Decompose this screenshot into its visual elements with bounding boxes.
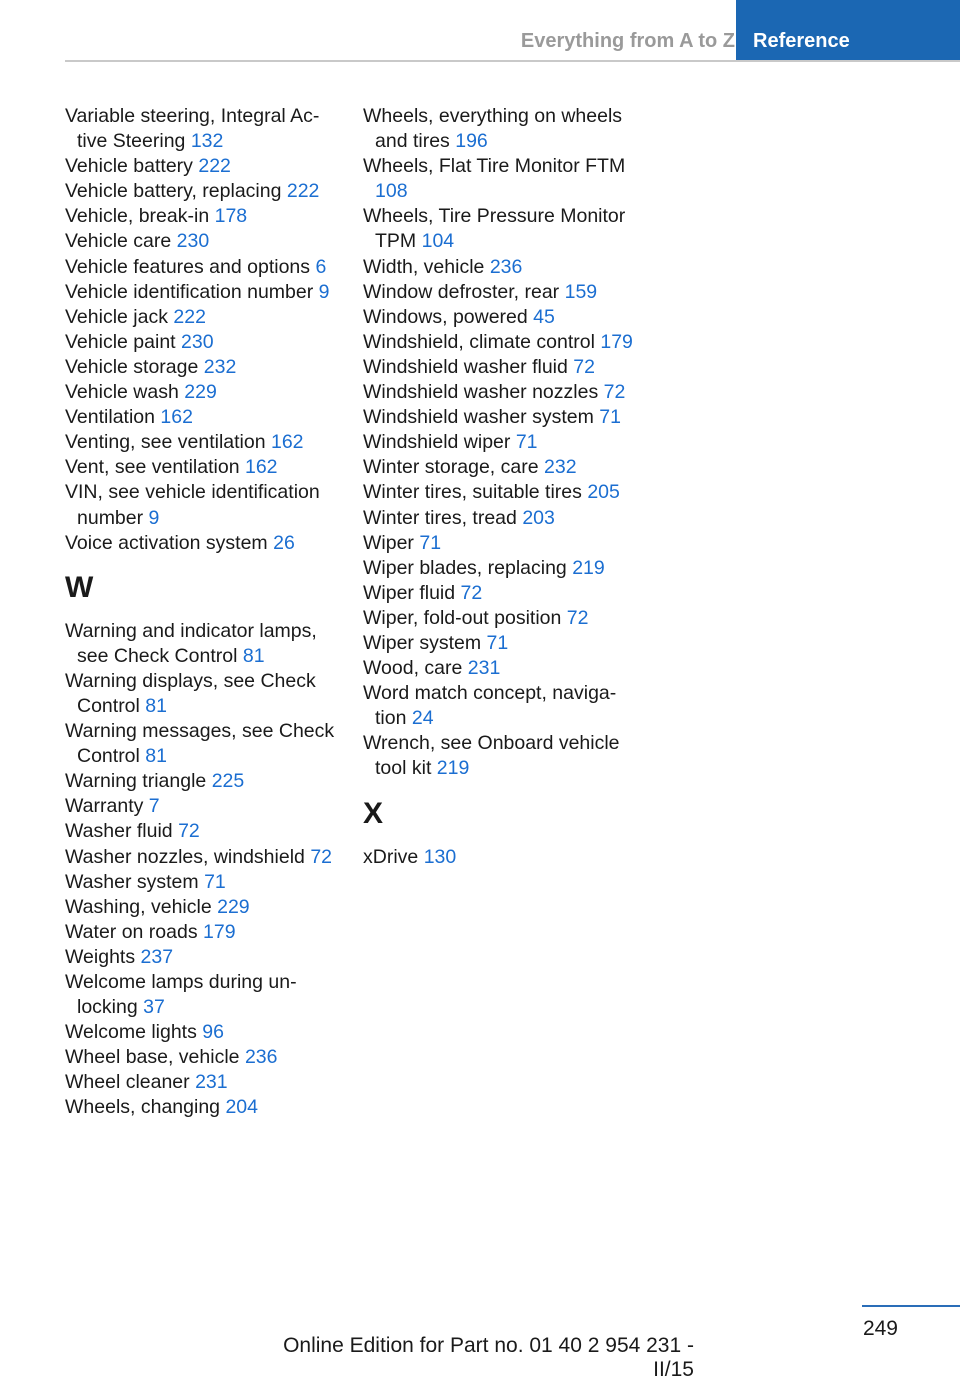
index-entry (65, 154, 340, 179)
index-term: Wheel cleaner (65, 1071, 190, 1094)
index-term: Voice activation system (65, 531, 268, 554)
page-reference-link[interactable]: 130 (423, 845, 457, 868)
page-reference-link[interactable]: 96 (202, 1021, 224, 1044)
index-term: Vehicle identification number (65, 280, 314, 303)
index-term: Windshield wiper (363, 431, 511, 454)
index-term: Window defroster, rear (363, 280, 560, 303)
index-term: Wiper (363, 531, 414, 554)
index-entry (65, 719, 340, 769)
index-entry (65, 229, 340, 254)
index-entry (65, 330, 340, 355)
page-reference-link[interactable]: 72 (566, 606, 589, 629)
index-entry (65, 455, 340, 480)
index-entry (65, 970, 340, 1020)
page-reference-link[interactable]: 232 (203, 355, 237, 378)
index-term: Wrench, see Onboard vehicle tool kit (363, 732, 620, 780)
index-entry (363, 480, 638, 505)
index-entry (363, 845, 638, 870)
index-term: Wiper, fold-out position (363, 606, 562, 629)
page-reference-link[interactable]: 26 (273, 531, 295, 554)
index-term: Welcome lamps during unlocking (65, 971, 297, 1019)
page-reference-link[interactable]: 232 (544, 456, 577, 479)
index-term: Weights (65, 945, 136, 968)
index-entry (363, 355, 638, 380)
index-term: VIN, see vehicle identification number (65, 481, 320, 529)
index-term: Winter tires, tread (363, 506, 517, 529)
index-term: Wheels, Flat Tire Monitor FTM (363, 155, 626, 178)
page-reference-link[interactable]: 45 (533, 305, 555, 328)
page-reference-link[interactable]: 178 (214, 205, 248, 228)
index-entry (363, 631, 638, 656)
page-reference-link[interactable]: 162 (270, 431, 304, 454)
index-entry (65, 305, 340, 330)
page-reference-link[interactable]: 159 (564, 280, 598, 303)
index-term: Windshield washer fluid (363, 355, 568, 378)
index-term: Vehicle, break-in (65, 205, 210, 228)
page-reference-link[interactable]: 71 (515, 431, 538, 454)
page-reference-link[interactable]: 205 (587, 481, 620, 504)
page-reference-link[interactable]: 219 (436, 757, 470, 780)
index-term: Wiper blades, replacing (363, 556, 567, 579)
index-term: Wheels, changing (65, 1096, 221, 1119)
page-reference-link[interactable]: 71 (204, 870, 226, 893)
index-entry (363, 280, 638, 305)
page-reference-link[interactable]: 72 (460, 581, 483, 604)
page-reference-link[interactable]: 219 (572, 556, 605, 579)
page-reference-link[interactable]: 179 (600, 330, 633, 353)
index-entry (65, 480, 340, 530)
index-term: Vent, see ventilation (65, 456, 240, 479)
page-reference-link[interactable]: 81 (145, 694, 167, 717)
index-entry (363, 330, 638, 355)
index-entry (65, 619, 340, 669)
index-term: Washer fluid (65, 820, 173, 843)
index-entry (363, 506, 638, 531)
page-reference-link[interactable]: 230 (176, 230, 210, 253)
page-reference-link[interactable]: 222 (198, 155, 231, 178)
page-reference-link[interactable]: 222 (173, 305, 206, 328)
index-entry (363, 656, 638, 681)
page-reference-link[interactable]: 9 (148, 506, 160, 529)
page-reference-link[interactable]: 230 (181, 330, 214, 353)
index-term: Windshield washer nozzles (363, 381, 599, 404)
page-reference-link[interactable]: 24 (411, 707, 434, 730)
index-entry (363, 255, 638, 280)
index-entry (65, 255, 340, 280)
page-reference-link[interactable]: 231 (467, 657, 501, 680)
index-entry (65, 845, 340, 870)
index-entry (363, 405, 638, 430)
index-term: Winter storage, care (363, 456, 539, 479)
index-entry (65, 380, 340, 405)
page-reference-link[interactable]: 81 (242, 644, 265, 667)
page-reference-link[interactable]: 6 (315, 255, 327, 278)
page-reference-link[interactable]: 225 (211, 770, 245, 793)
index-entry (65, 769, 340, 794)
index-term: Wheels, Tire Pressure Monitor TPM (363, 205, 626, 253)
index-term: Vehicle wash (65, 381, 179, 404)
index-term: Vehicle features and options (65, 255, 311, 278)
index-entry (65, 669, 340, 719)
page-reference-link[interactable]: 236 (489, 255, 523, 278)
index-entry (363, 606, 638, 631)
index-entry (65, 1070, 340, 1095)
index-column-left (65, 104, 340, 1121)
index-term: Welcome lights (65, 1021, 197, 1044)
index-term: Warning and indicator lamps, see Check Control (65, 619, 317, 667)
index-term: Warning messages, see Check Control (65, 720, 335, 768)
index-term: Wheels, everything on wheels and tires (363, 105, 623, 153)
index-term: Windshield washer system (363, 406, 594, 429)
page-reference-link[interactable]: 196 (455, 130, 488, 153)
index-entry (65, 179, 340, 204)
index-entry (65, 794, 340, 819)
page-reference-link[interactable]: 72 (310, 845, 333, 868)
index-term: Vehicle jack (65, 305, 168, 328)
index-term: Vehicle battery (65, 155, 193, 178)
section-title: Everything from A to Z (520, 30, 735, 52)
page-reference-link[interactable]: 81 (145, 745, 167, 768)
index-entry (363, 531, 638, 556)
index-term: Word match concept, navigation (363, 682, 617, 730)
page-reference-link[interactable]: 72 (603, 381, 626, 404)
index-entry (363, 556, 638, 581)
index-term: Winter tires, suitable tires (363, 481, 582, 504)
index-entry (65, 405, 340, 430)
index-entry (363, 581, 638, 606)
index-term: Water on roads (65, 920, 198, 943)
index-entry (65, 104, 340, 154)
index-letter-heading: W (65, 570, 94, 604)
index-entry (363, 104, 638, 154)
index-entry (363, 154, 638, 204)
index-term: Windows, powered (363, 305, 528, 328)
index-entry (363, 305, 638, 330)
index-term: Vehicle care (65, 230, 172, 253)
index-term: Warranty (65, 795, 144, 818)
index-term: Warning triangle (65, 770, 207, 793)
index-entry (65, 1045, 340, 1070)
page-reference-link[interactable]: 71 (486, 631, 509, 654)
reference-tab[interactable]: Reference (736, 0, 960, 62)
index-term: Wheel base, vehicle (65, 1046, 240, 1069)
page-reference-link[interactable]: 204 (225, 1096, 258, 1119)
page-reference-link[interactable]: 9 (318, 280, 330, 303)
index-entry (65, 280, 340, 305)
page-reference-link[interactable]: 72 (573, 355, 595, 378)
index-term: Width, vehicle (363, 255, 485, 278)
edition-footer: Online Edition for Part no. 01 40 2 954 231 - II/15 (283, 1334, 694, 1381)
page-number: 249 (862, 1317, 898, 1340)
index-entry (363, 731, 638, 781)
page-reference-link[interactable]: 203 (522, 506, 555, 529)
index-entry (363, 455, 638, 480)
page-reference-link[interactable]: 72 (178, 820, 200, 843)
index-column-right (363, 104, 638, 870)
index-entry (65, 895, 340, 920)
page-reference-link[interactable]: 108 (375, 180, 408, 203)
page-reference-link[interactable]: 229 (217, 895, 250, 918)
page-number-rule (862, 1305, 960, 1307)
index-entry (363, 430, 638, 455)
index-letter-heading: X (363, 796, 384, 830)
index-entry (65, 945, 340, 970)
index-term: Variable steering, Integral Active Steering (65, 105, 320, 153)
page-reference-link[interactable]: 132 (190, 130, 224, 153)
page-reference-link[interactable]: 71 (419, 531, 442, 554)
page-reference-link[interactable]: 162 (160, 406, 193, 429)
index-term: Washer system (65, 870, 199, 893)
page-reference-link[interactable]: 7 (148, 795, 160, 818)
page-reference-link[interactable]: 229 (184, 381, 217, 404)
index-term: Vehicle battery, replacing (65, 180, 282, 203)
page-reference-link[interactable]: 222 (286, 180, 320, 203)
index-term: Wiper fluid (363, 581, 456, 604)
index-term: Windshield, climate control (363, 330, 595, 353)
page-reference-link[interactable]: 37 (143, 996, 165, 1019)
index-entry (65, 531, 340, 556)
page-reference-link[interactable]: 231 (195, 1071, 228, 1094)
index-entry (65, 870, 340, 895)
index-term: xDrive (363, 845, 419, 868)
page-reference-link[interactable]: 179 (203, 920, 236, 943)
index-entry (65, 819, 340, 844)
index-entry (65, 920, 340, 945)
header-rule (65, 60, 960, 62)
index-entry (65, 430, 340, 455)
index-term: Vehicle paint (65, 330, 176, 353)
index-entry (65, 355, 340, 380)
page-reference-link[interactable]: 162 (244, 456, 278, 479)
page-header (0, 0, 960, 62)
index-entry (363, 681, 638, 731)
index-entry (65, 204, 340, 229)
index-term: Vehicle storage (65, 355, 199, 378)
index-entry (65, 1095, 340, 1120)
index-term: Wood, care (363, 657, 463, 680)
index-term: Warning displays, see Check Control (65, 669, 316, 717)
index-term: Venting, see ventilation (65, 431, 266, 454)
index-entry (65, 1020, 340, 1045)
page-reference-link[interactable]: 236 (244, 1046, 278, 1069)
index-term: Washing, vehicle (65, 895, 212, 918)
index-entry (363, 204, 638, 254)
page-reference-link[interactable]: 71 (599, 406, 621, 429)
index-term: Ventilation (65, 406, 155, 429)
page-reference-link[interactable]: 237 (140, 945, 174, 968)
page-reference-link[interactable]: 104 (421, 230, 455, 253)
index-entry (363, 380, 638, 405)
index-term: Wiper system (363, 631, 482, 654)
index-term: Washer nozzles, windshield (65, 845, 305, 868)
